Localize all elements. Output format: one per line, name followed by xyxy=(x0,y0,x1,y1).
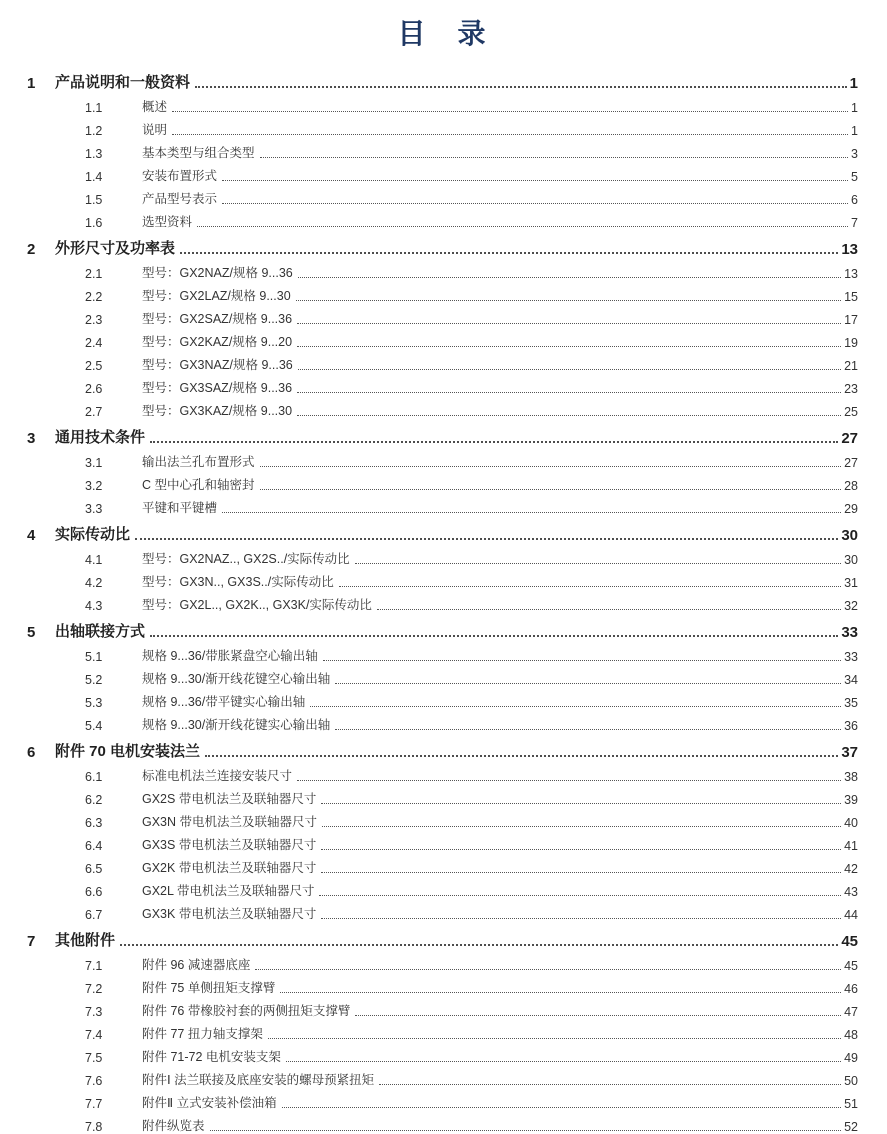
entry-page-number: 41 xyxy=(844,839,858,854)
toc-title: 目 录 xyxy=(397,18,488,49)
toc-item-row[interactable] xyxy=(27,304,858,327)
dot-leader xyxy=(298,369,841,370)
toc-item-row[interactable] xyxy=(27,1042,858,1065)
entry-title: 选型资料 xyxy=(142,215,193,230)
entry-number: 2 xyxy=(27,241,36,259)
entry-number: 4 xyxy=(27,527,36,545)
toc-item-row[interactable] xyxy=(27,1019,858,1042)
toc-item-row[interactable] xyxy=(27,687,858,710)
entry-number: 6.2 xyxy=(85,793,103,808)
dot-leader xyxy=(282,1107,841,1108)
entry-number: 2.5 xyxy=(85,359,103,374)
entry-title: GX3N 带电机法兰及联轴器尺寸 xyxy=(142,815,318,830)
entry-number: 5.2 xyxy=(85,673,103,688)
dot-leader xyxy=(135,538,838,540)
entry-page-number: 5 xyxy=(851,170,858,185)
dot-leader xyxy=(260,157,849,158)
toc-item-row[interactable] xyxy=(27,950,858,973)
entry-title: 规格 9...36/带胀紧盘空心输出轴 xyxy=(142,649,318,664)
dot-leader xyxy=(222,203,848,204)
entry-title: 附件 75 单侧扭矩支撑臂 xyxy=(142,981,276,996)
entry-title: 说明 xyxy=(142,123,168,138)
toc-list xyxy=(27,68,858,1134)
entry-number: 1.1 xyxy=(85,101,103,116)
entry-number: 5 xyxy=(27,624,36,642)
entry-number: 4.1 xyxy=(85,553,103,568)
dot-leader xyxy=(286,1061,841,1062)
dot-leader xyxy=(210,1130,842,1131)
dot-leader xyxy=(310,706,841,707)
entry-title: 规格 9...36/带平键实心输出轴 xyxy=(142,695,306,710)
entry-page-number: 30 xyxy=(844,553,858,568)
entry-page-number: 25 xyxy=(844,405,858,420)
entry-page-number: 42 xyxy=(844,862,858,877)
entry-number: 7 xyxy=(27,933,36,951)
entry-page-number: 7 xyxy=(851,216,858,231)
toc-item-row[interactable] xyxy=(27,784,858,807)
dot-leader xyxy=(280,992,841,993)
toc-item-row[interactable] xyxy=(27,161,858,184)
dot-leader xyxy=(298,277,841,278)
entry-page-number: 1 xyxy=(851,124,858,139)
entry-page-number: 33 xyxy=(844,650,858,665)
entry-number: 7.1 xyxy=(85,959,103,974)
dot-leader xyxy=(335,683,841,684)
entry-number: 6.6 xyxy=(85,885,103,900)
entry-number: 2.4 xyxy=(85,336,103,351)
entry-number: 6 xyxy=(27,744,36,762)
entry-number: 3.3 xyxy=(85,502,103,517)
toc-item-row[interactable] xyxy=(27,281,858,304)
entry-page-number: 1 xyxy=(851,101,858,116)
entry-title: GX3K 带电机法兰及联轴器尺寸 xyxy=(142,907,317,922)
entry-page-number: 49 xyxy=(844,1051,858,1066)
entry-page-number: 52 xyxy=(844,1120,858,1134)
entry-title: 型号：GX2KAZ/规格 9...20 xyxy=(142,335,293,350)
toc-item-row[interactable] xyxy=(27,396,858,419)
dot-leader xyxy=(297,346,841,347)
toc-section-row[interactable] xyxy=(27,520,858,544)
dot-leader xyxy=(222,180,848,181)
dot-leader xyxy=(321,803,841,804)
entry-title: 附件 71-72 电机安装支架 xyxy=(142,1050,281,1065)
entry-page-number: 3 xyxy=(851,147,858,162)
entry-title: 附件 96 减速器底座 xyxy=(142,958,251,973)
entry-title: 产品型号表示 xyxy=(142,192,218,207)
entry-title: 附件Ⅰ 法兰联接及底座安装的螺母预紧扭矩 xyxy=(142,1073,375,1088)
entry-number: 7.4 xyxy=(85,1028,103,1043)
toc-item-row[interactable] xyxy=(27,470,858,493)
toc-item-row[interactable] xyxy=(27,996,858,1019)
entry-number: 5.1 xyxy=(85,650,103,665)
entry-page-number: 17 xyxy=(844,313,858,328)
entry-title: 附件 77 扭力轴支撑架 xyxy=(142,1027,263,1042)
toc-section-row[interactable] xyxy=(27,234,858,258)
entry-title: 安装布置形式 xyxy=(142,169,218,184)
toc-item-row[interactable] xyxy=(27,493,858,516)
entry-number: 5.3 xyxy=(85,696,103,711)
entry-number: 6.3 xyxy=(85,816,103,831)
toc-item-row[interactable] xyxy=(27,447,858,470)
entry-number: 2.2 xyxy=(85,290,103,305)
entry-page-number: 45 xyxy=(841,933,858,951)
entry-number: 3.2 xyxy=(85,479,103,494)
entry-page-number: 47 xyxy=(844,1005,858,1020)
toc-item-row[interactable] xyxy=(27,1088,858,1111)
toc-item-row[interactable] xyxy=(27,567,858,590)
dot-leader xyxy=(172,111,848,112)
dot-leader xyxy=(268,1038,841,1039)
toc-item-row[interactable] xyxy=(27,207,858,230)
entry-number: 7.3 xyxy=(85,1005,103,1020)
entry-page-number: 36 xyxy=(844,719,858,734)
entry-title: 通用技术条件 xyxy=(55,429,146,447)
entry-title: 规格 9...30/渐开线花键实心输出轴 xyxy=(142,718,331,733)
entry-number: 1.6 xyxy=(85,216,103,231)
dot-leader xyxy=(319,895,841,896)
entry-title: 附件纵览表 xyxy=(142,1119,205,1134)
entry-title: 基本类型与组合类型 xyxy=(142,146,255,161)
entry-title: 型号：GX2NAZ.., GX2S../实际传动比 xyxy=(142,552,350,567)
dot-leader xyxy=(355,1015,841,1016)
entry-number: 5.4 xyxy=(85,719,103,734)
dot-leader xyxy=(322,826,841,827)
entry-number: 2.1 xyxy=(85,267,103,282)
toc-item-row[interactable] xyxy=(27,876,858,899)
dot-leader xyxy=(321,918,841,919)
entry-title: 规格 9...30/渐开线花键空心输出轴 xyxy=(142,672,331,687)
dot-leader xyxy=(150,635,838,637)
entry-title: 型号：GX2LAZ/规格 9...30 xyxy=(142,289,291,304)
toc-item-row[interactable] xyxy=(27,544,858,567)
dot-leader xyxy=(379,1084,841,1085)
entry-number: 7.2 xyxy=(85,982,103,997)
entry-page-number: 13 xyxy=(844,267,858,282)
toc-item-row[interactable] xyxy=(27,92,858,115)
entry-title: GX3S 带电机法兰及联轴器尺寸 xyxy=(142,838,317,853)
dot-leader xyxy=(339,586,841,587)
entry-title: C 型中心孔和轴密封 xyxy=(142,478,255,493)
toc-section-row[interactable] xyxy=(27,926,858,950)
entry-page-number: 27 xyxy=(841,430,858,448)
toc-item-row[interactable] xyxy=(27,664,858,687)
dot-leader xyxy=(197,226,848,227)
entry-page-number: 39 xyxy=(844,793,858,808)
entry-title: 附件 70 电机安装法兰 xyxy=(55,743,201,761)
entry-page-number: 19 xyxy=(844,336,858,351)
entry-number: 7.7 xyxy=(85,1097,103,1112)
entry-page-number: 6 xyxy=(851,193,858,208)
toc-item-row[interactable] xyxy=(27,184,858,207)
toc-item-row[interactable] xyxy=(27,1065,858,1088)
entry-page-number: 30 xyxy=(841,527,858,545)
dot-leader xyxy=(260,466,842,467)
toc-item-row[interactable] xyxy=(27,899,858,922)
entry-title: 其他附件 xyxy=(55,932,116,950)
toc-item-row[interactable] xyxy=(27,115,858,138)
dot-leader xyxy=(180,252,838,254)
entry-title: 标准电机法兰连接安装尺寸 xyxy=(142,769,293,784)
toc-item-row[interactable] xyxy=(27,350,858,373)
dot-leader xyxy=(297,392,841,393)
entry-page-number: 43 xyxy=(844,885,858,900)
entry-number: 6.5 xyxy=(85,862,103,877)
dot-leader xyxy=(296,300,841,301)
entry-title: GX2L 带电机法兰及联轴器尺寸 xyxy=(142,884,315,899)
toc-item-row[interactable] xyxy=(27,258,858,281)
toc-section-row[interactable] xyxy=(27,68,858,92)
dot-leader xyxy=(172,134,848,135)
entry-page-number: 38 xyxy=(844,770,858,785)
toc-section-row[interactable] xyxy=(27,737,858,761)
entry-number: 1.4 xyxy=(85,170,103,185)
dot-leader xyxy=(297,323,841,324)
entry-page-number: 48 xyxy=(844,1028,858,1043)
entry-number: 1 xyxy=(27,75,36,93)
dot-leader xyxy=(377,609,841,610)
toc-item-row[interactable] xyxy=(27,590,858,613)
dot-leader xyxy=(321,872,841,873)
entry-page-number: 32 xyxy=(844,599,858,614)
entry-number: 7.6 xyxy=(85,1074,103,1089)
entry-number: 1.3 xyxy=(85,147,103,162)
entry-page-number: 40 xyxy=(844,816,858,831)
entry-title: 型号：GX3NAZ/规格 9...36 xyxy=(142,358,293,373)
entry-title: 实际传动比 xyxy=(55,526,131,544)
entry-page-number: 31 xyxy=(844,576,858,591)
entry-page-number: 15 xyxy=(844,290,858,305)
entry-number: 6.7 xyxy=(85,908,103,923)
dot-leader xyxy=(260,489,842,490)
entry-page-number: 23 xyxy=(844,382,858,397)
entry-title: 附件 76 带橡胶衬套的两侧扭矩支撑臂 xyxy=(142,1004,351,1019)
dot-leader xyxy=(297,780,841,781)
toc-item-row[interactable] xyxy=(27,138,858,161)
entry-title: 型号：GX2NAZ/规格 9...36 xyxy=(142,266,293,281)
entry-page-number: 51 xyxy=(844,1097,858,1112)
entry-page-number: 28 xyxy=(844,479,858,494)
toc-item-row[interactable] xyxy=(27,853,858,876)
dot-leader xyxy=(297,415,841,416)
toc-item-row[interactable] xyxy=(27,830,858,853)
entry-page-number: 44 xyxy=(844,908,858,923)
toc-section-row[interactable] xyxy=(27,617,858,641)
entry-title: 型号：GX2SAZ/规格 9...36 xyxy=(142,312,293,327)
toc-section-row[interactable] xyxy=(27,423,858,447)
entry-number: 3 xyxy=(27,430,36,448)
entry-number: 4.3 xyxy=(85,599,103,614)
toc-item-row[interactable] xyxy=(27,761,858,784)
dot-leader xyxy=(323,660,841,661)
entry-title: 型号：GX3KAZ/规格 9...30 xyxy=(142,404,293,419)
dot-leader xyxy=(195,86,847,88)
entry-title: 外形尺寸及功率表 xyxy=(55,240,176,258)
dot-leader xyxy=(335,729,841,730)
entry-number: 2.3 xyxy=(85,313,103,328)
entry-number: 1.2 xyxy=(85,124,103,139)
entry-number: 6.4 xyxy=(85,839,103,854)
toc-item-row[interactable] xyxy=(27,373,858,396)
dot-leader xyxy=(355,563,841,564)
entry-title: 型号：GX3SAZ/规格 9...36 xyxy=(142,381,293,396)
toc-item-row[interactable] xyxy=(27,710,858,733)
entry-title: 型号：GX2L.., GX2K.., GX3K/实际传动比 xyxy=(142,598,372,613)
dot-leader xyxy=(321,849,841,850)
entry-number: 7.8 xyxy=(85,1120,103,1134)
toc-item-row[interactable] xyxy=(27,1111,858,1134)
entry-page-number: 45 xyxy=(844,959,858,974)
toc-item-row[interactable] xyxy=(27,327,858,350)
entry-title: GX2K 带电机法兰及联轴器尺寸 xyxy=(142,861,317,876)
toc-item-row[interactable] xyxy=(27,807,858,830)
entry-title: 输出法兰孔布置形式 xyxy=(142,455,255,470)
entry-title: 平键和平键槽 xyxy=(142,501,218,516)
entry-page-number: 13 xyxy=(841,241,858,259)
entry-number: 7.5 xyxy=(85,1051,103,1066)
entry-title: 型号：GX3N.., GX3S../实际传动比 xyxy=(142,575,334,590)
entry-page-number: 37 xyxy=(841,744,858,762)
dot-leader xyxy=(120,944,838,946)
entry-page-number: 29 xyxy=(844,502,858,517)
toc-item-row[interactable] xyxy=(27,973,858,996)
entry-page-number: 50 xyxy=(844,1074,858,1089)
entry-page-number: 46 xyxy=(844,982,858,997)
entry-page-number: 35 xyxy=(844,696,858,711)
entry-number: 4.2 xyxy=(85,576,103,591)
entry-page-number: 27 xyxy=(844,456,858,471)
entry-number: 6.1 xyxy=(85,770,103,785)
dot-leader xyxy=(255,969,841,970)
entry-title: 概述 xyxy=(142,100,168,115)
entry-title: 附件Ⅱ 立式安装补偿油箱 xyxy=(142,1096,277,1111)
entry-number: 2.6 xyxy=(85,382,103,397)
dot-leader xyxy=(150,441,838,443)
entry-page-number: 21 xyxy=(844,359,858,374)
entry-title: 产品说明和一般资料 xyxy=(55,74,191,92)
entry-page-number: 33 xyxy=(841,624,858,642)
entry-title: 出轴联接方式 xyxy=(55,623,146,641)
dot-leader xyxy=(222,512,841,513)
entry-number: 1.5 xyxy=(85,193,103,208)
entry-page-number: 34 xyxy=(844,673,858,688)
entry-title: GX2S 带电机法兰及联轴器尺寸 xyxy=(142,792,317,807)
entry-number: 3.1 xyxy=(85,456,103,471)
toc-item-row[interactable] xyxy=(27,641,858,664)
dot-leader xyxy=(205,755,838,757)
entry-number: 2.7 xyxy=(85,405,103,420)
entry-page-number: 1 xyxy=(849,75,858,93)
